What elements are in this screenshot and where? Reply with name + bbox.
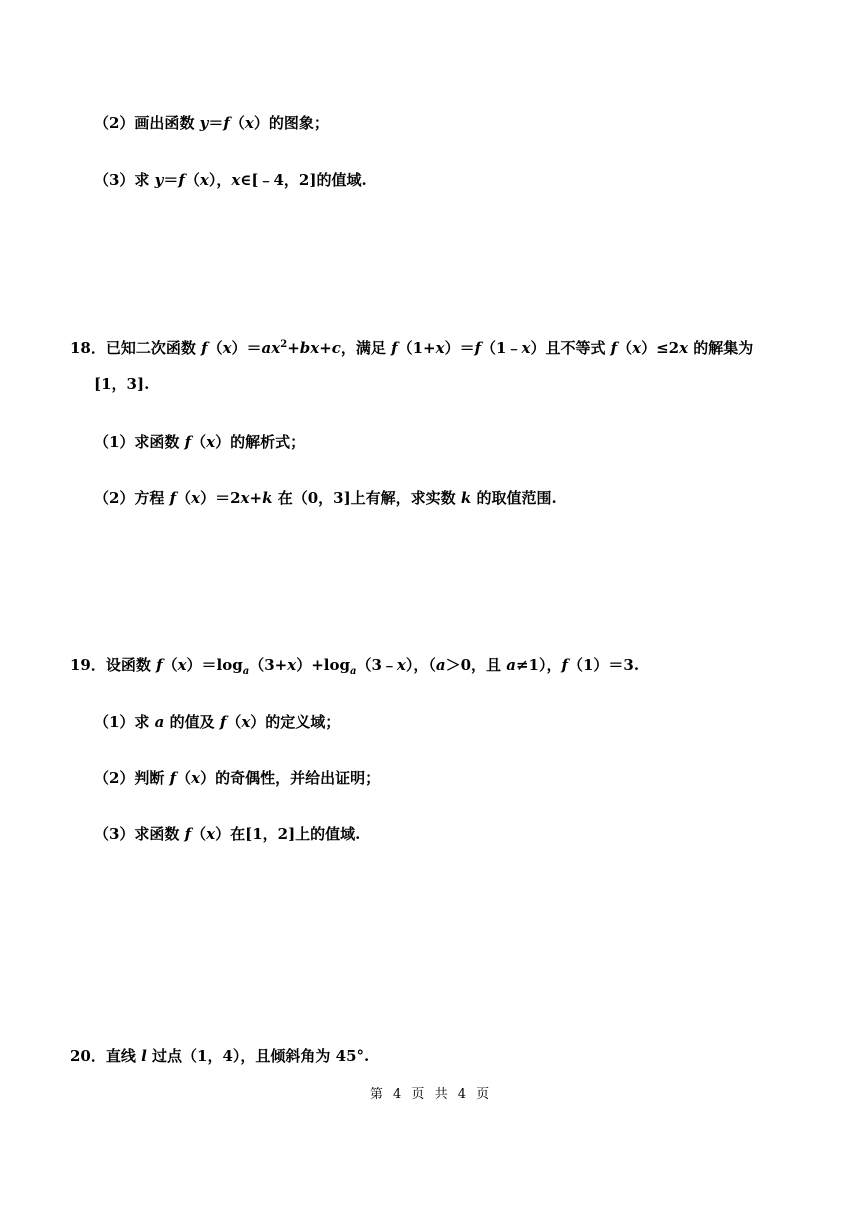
q18-part-1: （1）求函数 f（x）的解析式；	[94, 433, 306, 451]
page-footer	[0, 1083, 860, 1102]
total-page-count: 4	[457, 1087, 467, 1102]
q18-part-2: （2）方程 f（x）＝2x+k 在（0，3]上有解，求实数 k 的取值范围.	[94, 489, 557, 507]
q17-part-2: （2）画出函数 y＝f（x）的图象；	[94, 114, 329, 132]
footer-label-page-unit: 页	[411, 1087, 426, 1102]
q19-part-3: （3）求函数 f（x）在[1，2]上的值域.	[94, 825, 361, 843]
q19-part-1: （1）求 a 的值及 f（x）的定义域；	[94, 713, 341, 731]
q20-stem: 20．直线 l 过点（1，4），且倾斜角为 45°.	[70, 1047, 370, 1065]
q19-stem: 19．设函数 $f(x)=\log_a(3+x)+\log_a(3﹣x)$，（a＞0，且 a≠1），f（1）＝3.	[70, 656, 640, 677]
footer-label-page: 第	[369, 1087, 384, 1102]
footer-label-total-unit: 页	[476, 1087, 491, 1102]
q18-stem: 18．已知二次函数 $f(x)=ax^2+bx+c$，满足 f（1+x）＝f（1﹣x）且不等式 f（x）≤2x 的解集为	[70, 339, 754, 357]
q19-part-2: （2）判断 f（x）的奇偶性，并给出证明；	[94, 769, 381, 787]
q17-part-3: （3）求 y＝f（x），x∈[﹣4，2]的值域.	[94, 171, 367, 189]
footer-label-total: 共	[434, 1087, 449, 1102]
q18-stem-continued: [1，3].	[94, 375, 150, 393]
current-page-number: 4	[392, 1087, 403, 1102]
